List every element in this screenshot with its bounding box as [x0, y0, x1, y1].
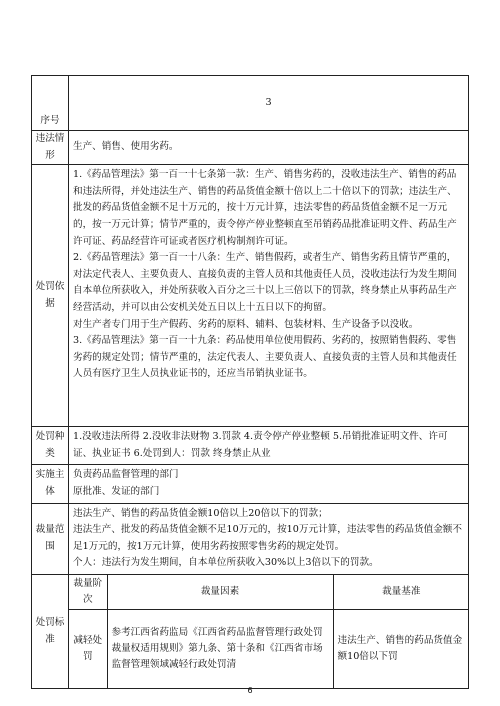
types-value: 1.没收违法所得 2.没收非法财物 3.罚款 4.责令停产停业整顿 5.吊销批准证明文件、许可证、执业证书 6.处罚到人：罚款 终身禁止从业	[69, 427, 469, 465]
penalty-table	[31, 75, 469, 689]
page-number: 6	[247, 686, 253, 695]
range-line-1: 违法生产、销售的药品货值金额10倍以上20倍以下的罚款；	[73, 507, 328, 519]
standard-label: 处罚标准	[32, 574, 69, 689]
level-header: 裁量阶次	[69, 575, 107, 610]
range-label: 裁量范围	[32, 503, 69, 574]
situation-value: 生产、销售、使用劣药。	[69, 131, 469, 165]
factor-header: 裁量因素	[107, 575, 333, 610]
basis-paragraph-2: 2.《药品管理法》第一百一十八条：生产、销售假药，或者生产、销售劣药且情节严重的，对法定代表人、主要负责人、直接负责的主管人员和其他责任人员，没收违法行为发生期间自本单位所获收入，并处所获收入百分之三十以上三倍以下的罚款，终身禁止从事药品生产经营活动，并可以由公安机关处五日以上十五日以下的拘留。	[73, 252, 457, 313]
level-cell: 减轻处罚	[69, 609, 107, 688]
range-line-2: 违法生产、批发的药品货值金额不足10万元的，按10万元计算，违法零售的药品货值金额不足1万元的，按1万元计算，使用劣药按照零售劣药的规定处罚。	[73, 524, 462, 552]
basis-content	[69, 165, 469, 427]
basis-paragraph-1: 1.《药品管理法》第一百一十七条第一款：生产、销售劣药的，没收违法生产、销售的药品和违法所得，并处违法生产、销售的药品货值金额十倍以上二十倍以下的罚款；违法生产、批发的药品货值金额不足十万元的，按十万元计算，违法零售的药品货值金额不足一万元的，按一万元计算；情节严重的，责令停产停业整顿直至吊销药品批准证明文件、药品生产许可证、药品经营许可证或者医疗机构制剂许可证。	[73, 169, 457, 247]
subject-label: 实施主体	[32, 465, 69, 503]
range-content	[69, 503, 469, 574]
range-line-3: 个人：违法行为发生期间，自本单位所获收入30%以上3倍以下的罚款。	[73, 557, 379, 569]
situation-label: 违法情形	[32, 131, 69, 165]
criterion-header: 裁量基准	[333, 575, 469, 610]
seq-label	[32, 76, 69, 131]
subject-line-2: 原批准、发证的部门	[73, 485, 160, 497]
subject-line-1: 负责药品监督管理的部门	[73, 469, 179, 481]
basis-paragraph-3: 对生产者专门用于生产假药、劣药的原料、辅料、包装材料、生产设备予以没收。	[73, 318, 419, 330]
basis-label: 处罚依据	[32, 165, 69, 427]
seq-label-text: 序号	[40, 115, 60, 127]
criterion-cell: 违法生产、销售的药品货值金额10倍以下罚	[333, 609, 469, 688]
basis-paragraph-4: 3.《药品管理法》第一百一十九条：药品使用单位使用假药、劣药的，按照销售假药、零售劣药的规定处罚；情节严重的，法定代表人、主要负责人、直接负责的主管人员和其他责任人员有医疗卫生人员执业证书的，还应当吊销执业证书。	[73, 335, 457, 380]
standard-table	[69, 575, 469, 689]
subject-content	[69, 465, 469, 503]
standard-content	[69, 574, 469, 689]
types-label: 处罚种类	[32, 427, 69, 465]
seq-value: 3	[69, 76, 469, 131]
factor-cell: 参考江西省药监局《江西省药品监督管理行政处罚裁量权适用规则》第九条、第十条和《江西省市场监督管理领域减轻行政处罚清	[107, 609, 333, 688]
